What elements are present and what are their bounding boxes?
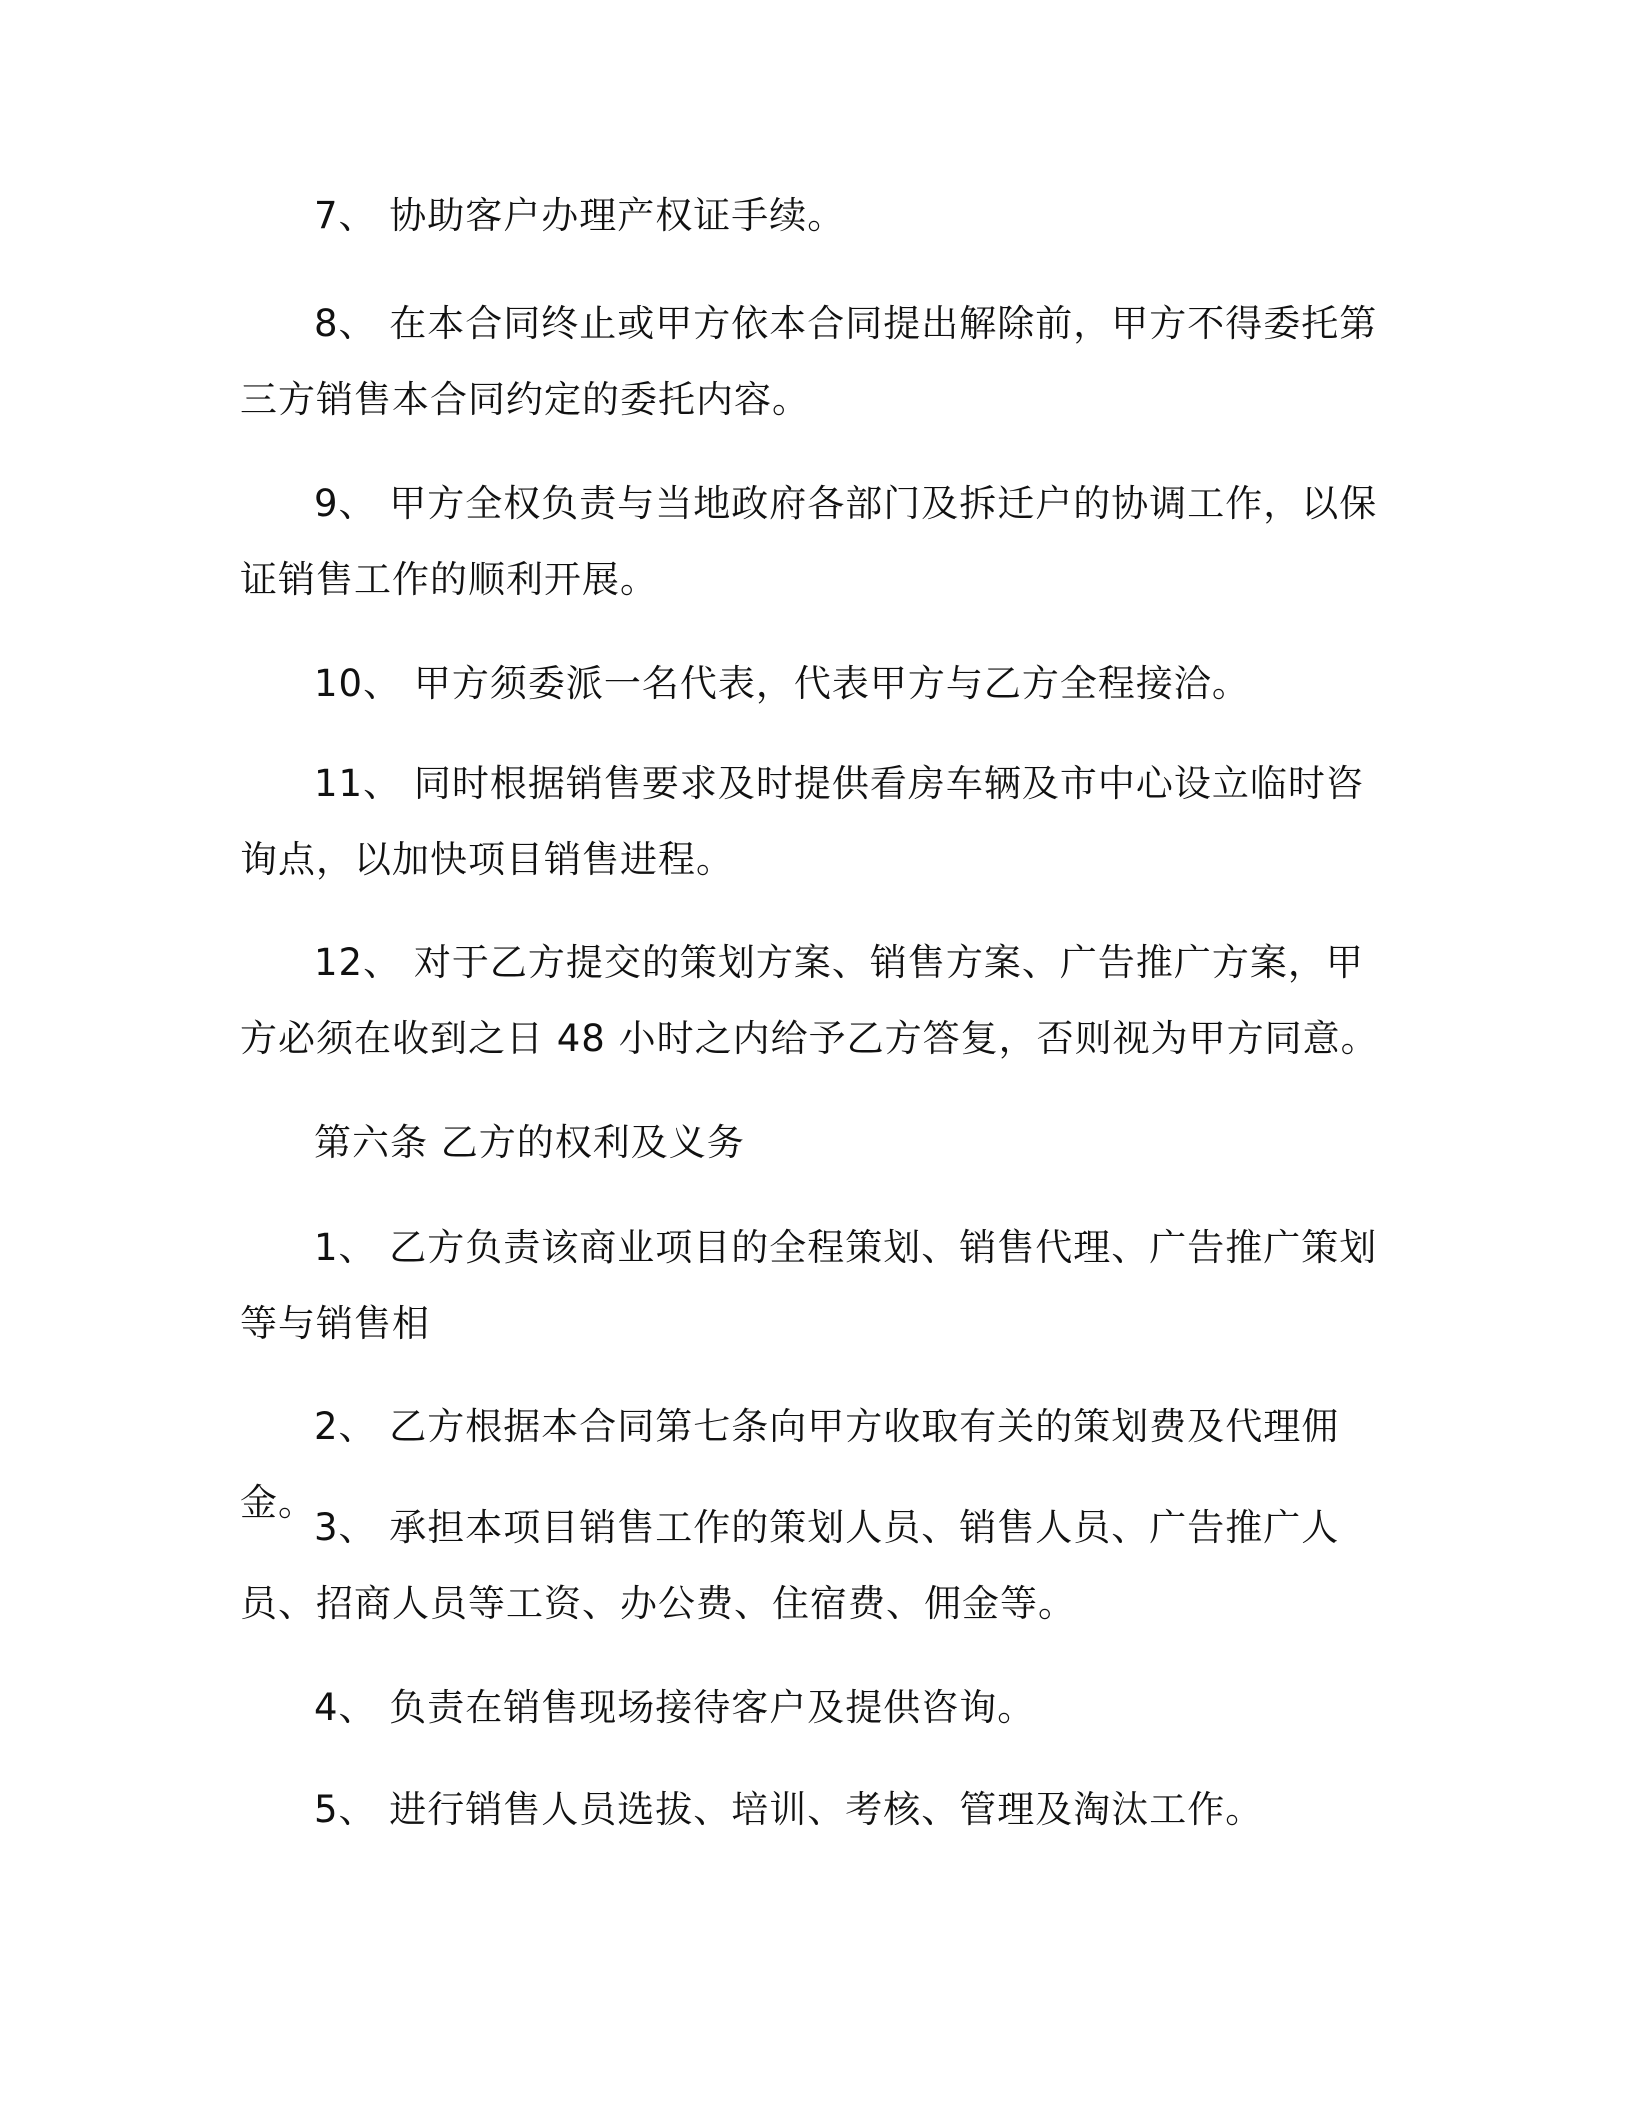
paragraph-7: 7、 协助客户办理产权证手续。 — [314, 194, 846, 237]
section-heading-article-6: 第六条 乙方的权利及义务 — [314, 1121, 745, 1164]
paragraph-10: 10、 甲方须委派一名代表，代表甲方与乙方全程接洽。 — [314, 662, 1250, 705]
paragraph-12: 12、 对于乙方提交的策划方案、销售方案、广告推广方案，甲方必须在收到之日 48 小时之内给予乙方答复，否则视为甲方同意。 — [240, 941, 1379, 1060]
paragraph-b5: 5、 进行销售人员选拔、培训、考核、管理及淘汰工作。 — [314, 1788, 1264, 1831]
paragraph-11: 11、 同时根据销售要求及时提供看房车辆及市中心设立临时咨询点，以加快项目销售进程。 — [240, 762, 1364, 881]
paragraph-9: 9、 甲方全权负责与当地政府各部门及拆迁户的协调工作，以保证销售工作的顺利开展。 — [240, 482, 1378, 601]
paragraph-8: 8、 在本合同终止或甲方依本合同提出解除前，甲方不得委托第三方销售本合同约定的委托内容。 — [240, 302, 1378, 421]
paragraph-b2: 2、 乙方根据本合同第七条向甲方收取有关的策划费及代理佣金。 — [240, 1405, 1340, 1524]
paragraph-b4: 4、 负责在销售现场接待客户及提供咨询。 — [314, 1686, 1036, 1729]
paragraph-b3: 3、 承担本项目销售工作的策划人员、销售人员、广告推广人员、招商人员等工资、办公费、住宿费、佣金等。 — [240, 1506, 1340, 1625]
paragraph-b1: 1、 乙方负责该商业项目的全程策划、销售代理、广告推广策划等与销售相 — [240, 1226, 1378, 1345]
